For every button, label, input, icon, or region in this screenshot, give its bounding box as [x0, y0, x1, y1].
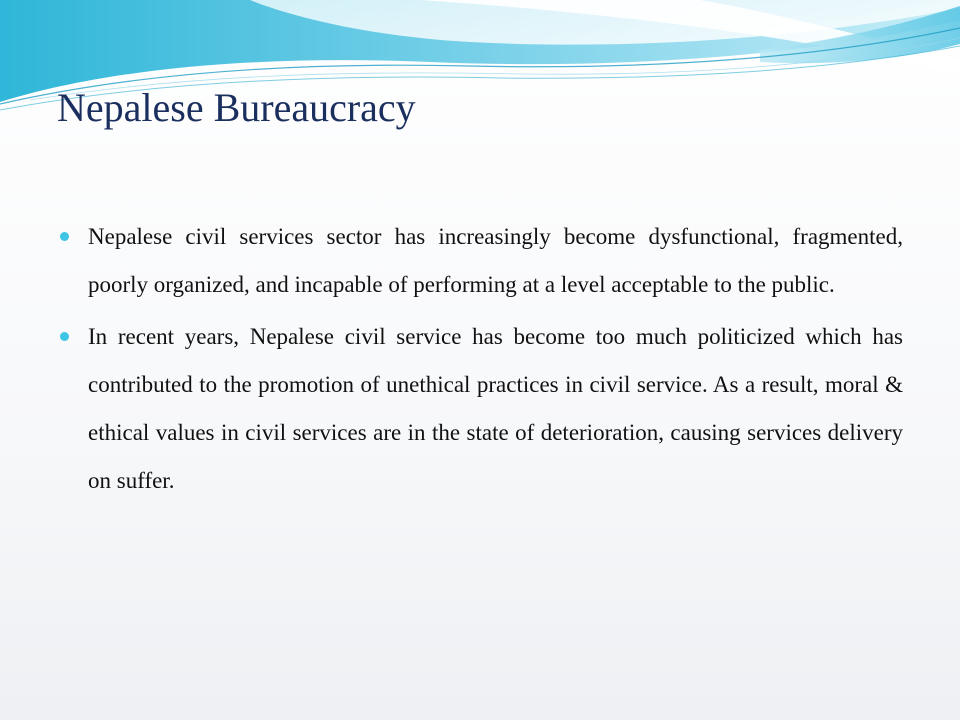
bullet-list: [88, 213, 903, 509]
slide-title: Nepalese Bureaucracy: [57, 85, 416, 130]
bullet-text: Nepalese civil services sector has increasingly become dysfunctional, fragmented, poorly organized, and incapable of performing at a level acceptable to the public.: [88, 224, 903, 297]
bullet-dot-icon: [60, 332, 69, 341]
bullet-text: In recent years, Nepalese civil service has become too much politicized which has contributed to the promotion of unethical practices in civil service. As a result, moral & ethical values in civil services are in the state of deterioration, causing services delivery on suffer.: [88, 324, 903, 493]
bullet-dot-icon: [60, 232, 69, 241]
bullet-item: [88, 313, 903, 505]
bullet-item: [88, 213, 903, 309]
